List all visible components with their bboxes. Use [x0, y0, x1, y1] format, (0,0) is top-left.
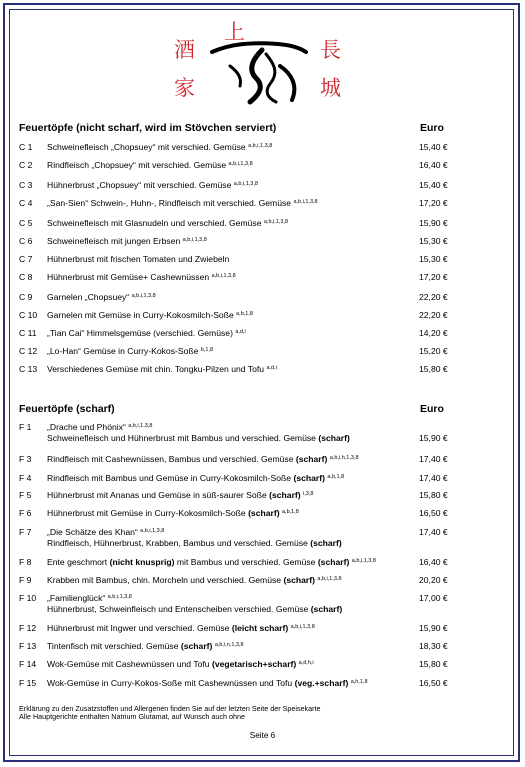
item-description — [47, 433, 407, 444]
item-description — [47, 454, 407, 465]
spice-level: (veg.+scharf) — [294, 678, 349, 688]
item-code: F 15 — [19, 678, 37, 688]
item-price: 14,20 € — [419, 328, 448, 338]
item-price: 17,20 € — [419, 272, 448, 282]
item-text: Hühnerbrust mit frischen Tomaten und Zwiebeln — [47, 254, 230, 264]
allergen-codes: a,b,i,n,1,3,8 — [214, 642, 244, 648]
item-code: C 7 — [19, 254, 33, 264]
item-code: F 10 — [19, 593, 37, 603]
item-price: 15,30 € — [419, 254, 448, 264]
spice-level: (vegetarisch+scharf) — [211, 659, 297, 669]
allergen-codes: a,b,i,1,3,8 — [128, 423, 153, 429]
item-text: Schweinefleisch und Hühnerbrust mit Bambus und verschied. Gemüse — [47, 433, 319, 443]
item-code: C 8 — [19, 272, 33, 282]
spice-level: (scharf) — [310, 538, 342, 548]
item-text: Verschiedenes Gemüse mit chin. Tongku-Pilzen und Tofu — [47, 364, 265, 374]
allergen-codes: a,d,i — [235, 329, 246, 335]
spice-level: (scharf) — [248, 508, 280, 518]
allergen-codes: a,b,i,1,3,8 — [351, 558, 376, 564]
item-price: 15,80 € — [419, 364, 448, 374]
item-description — [47, 218, 407, 229]
item-text: Rindfleisch, Hühnerbrust, Krabben, Bambus und verschied. Gemüse — [47, 538, 311, 548]
item-price: 15,90 € — [419, 433, 448, 443]
allergen-codes: a,b,i,1,3,8 — [293, 199, 318, 205]
item-price: 16,50 € — [419, 678, 448, 688]
item-code: F 8 — [19, 557, 32, 567]
item-code: F 1 — [19, 422, 32, 432]
item-description — [47, 604, 407, 615]
item-text: Ente geschmort — [47, 557, 110, 567]
item-description — [47, 508, 407, 519]
allergen-codes: i,3,8 — [303, 491, 314, 497]
item-code: F 9 — [19, 575, 32, 585]
allergen-codes: a,b,1,8 — [281, 509, 299, 515]
item-name — [47, 593, 407, 604]
item-price: 16,40 € — [419, 557, 448, 567]
spice-level: (scharf) — [180, 641, 213, 651]
item-name — [47, 527, 407, 538]
item-text: Krabben mit Bambus, chin. Morcheln und verschied. Gemüse — [47, 575, 284, 585]
allergen-codes: a,b,i,1,3,8 — [233, 181, 258, 187]
item-description — [47, 678, 407, 689]
item-description — [47, 254, 407, 265]
item-text: „Lo-Han“ Gemüse in Curry-Kokos-Soße — [47, 346, 199, 356]
item-description — [47, 180, 407, 191]
logo-char-cheng: 城 — [320, 76, 341, 100]
item-price: 22,20 € — [419, 292, 448, 302]
item-text: Schweinefleisch mit Glasnudeln und verschied. Gemüse — [47, 218, 262, 228]
item-text: Wok-Gemüse mit Cashewnüssen und Tofu — [47, 659, 212, 669]
item-text: Hühnerbrust mit Gemüse in Curry-Kokosmilch-Soße — [47, 508, 249, 518]
item-price: 15,90 € — [419, 218, 448, 228]
allergen-codes: a,b,i,h,1,3,8 — [329, 455, 359, 461]
item-text: Hühnerbrust mit Gemüse+ Cashewnüssen — [47, 272, 210, 282]
logo-char-chang: 長 — [320, 38, 341, 62]
item-code: F 13 — [19, 641, 37, 651]
allergen-codes: a,b,1,8 — [236, 311, 253, 317]
spice-level: (scharf) — [317, 557, 350, 567]
section-title-feuertoepfe-scharf: Feuertöpfe (scharf) — [19, 403, 115, 415]
item-code: F 5 — [19, 490, 32, 500]
allergen-codes: a,b,i,1,3,8 — [290, 624, 315, 630]
item-text: Hühnerbrust mit Ananas und Gemüse in süß-saurer Soße — [47, 490, 270, 500]
euro-header-section1: Euro — [420, 122, 444, 134]
item-text: Tintenfisch mit verschied. Gemüse — [47, 641, 181, 651]
restaurant-logo — [160, 14, 360, 106]
logo-char-jia: 家 — [174, 76, 195, 100]
item-code: C 11 — [19, 328, 37, 338]
item-description — [47, 160, 407, 171]
spice-level: (scharf) — [310, 604, 343, 614]
item-text: Rindfleisch mit Cashewnüssen, Bambus und verschied. Gemüse — [47, 454, 296, 464]
item-code: C 4 — [19, 198, 33, 208]
item-description — [47, 575, 407, 586]
item-price: 15,40 € — [419, 142, 448, 152]
item-price: 18,30 € — [419, 641, 448, 651]
item-code: F 4 — [19, 473, 32, 483]
item-price: 17,40 € — [419, 473, 448, 483]
spice-level: (scharf) — [318, 433, 350, 443]
allergen-codes: a,b,i,1,3,8 — [248, 143, 273, 149]
item-text: Garnelen „Chopsuey“ — [47, 292, 130, 302]
item-description — [47, 346, 407, 357]
item-text: Schweinefleisch mit jungen Erbsen — [47, 236, 181, 246]
item-price: 15,80 € — [419, 490, 448, 500]
allergen-codes: a,b,1,8 — [327, 474, 345, 480]
logo-char-jiu: 酒 — [174, 38, 195, 62]
allergen-codes: a,h,1,8 — [350, 679, 368, 685]
spice-level: (scharf) — [293, 473, 325, 483]
allergen-codes: a,b,i,1,3,8 — [131, 293, 156, 299]
item-price: 22,20 € — [419, 310, 448, 320]
preparation-note: (nicht knusprig) — [109, 557, 175, 567]
item-price: 17,40 € — [419, 454, 448, 464]
item-description — [47, 538, 407, 549]
item-price: 15,20 € — [419, 346, 448, 356]
item-text: Hühnerbrust, Schweinfleisch und Entenscheiben verschied. Gemüse — [47, 604, 311, 614]
item-text: Schweinefleisch „Chopsuey“ mit verschied. Gemüse — [47, 142, 246, 152]
spice-level: (scharf) — [295, 454, 328, 464]
allergen-codes: b,1,8 — [200, 347, 214, 353]
item-code: F 3 — [19, 454, 32, 464]
allergen-codes: a,b,i,1,3,8 — [107, 594, 132, 600]
item-description — [47, 473, 407, 484]
item-price: 15,30 € — [419, 236, 448, 246]
item-text: „Tian Cai“ Himmelsgemüse (verschied. Gemüse) — [47, 328, 233, 338]
item-code: C 13 — [19, 364, 38, 374]
item-description — [47, 198, 407, 209]
item-price: 15,90 € — [419, 623, 448, 633]
item-text: Wok-Gemüse in Curry-Kokos-Soße mit Cashewnüssen und Tofu — [47, 678, 295, 688]
item-description — [47, 557, 407, 568]
logo-char-shang: 上 — [224, 20, 245, 44]
item-price: 16,40 € — [419, 160, 448, 170]
allergen-codes: a,b,i,1,3,8 — [317, 576, 342, 582]
item-price: 16,50 € — [419, 508, 448, 518]
item-description — [47, 272, 407, 283]
item-text: „San-Sien“ Schwein-, Huhn-, Rindfleisch mit verschied. Gemüse — [47, 198, 292, 208]
page-number: Seite 6 — [249, 731, 276, 740]
item-code: F 7 — [19, 527, 32, 537]
item-name — [47, 422, 407, 433]
item-description — [47, 659, 407, 670]
item-price: 17,00 € — [419, 593, 448, 603]
item-description — [47, 623, 407, 634]
item-price: 17,20 € — [419, 198, 448, 208]
item-description — [47, 490, 407, 501]
item-text: Garnelen mit Gemüse in Curry-Kokosmilch-Soße — [47, 310, 234, 320]
spice-level: (scharf) — [283, 575, 315, 585]
item-code: C 2 — [19, 160, 33, 170]
item-code: C 1 — [19, 142, 33, 152]
section-title-feuertoepfe-nicht-scharf: Feuertöpfe (nicht scharf, wird im Stövchen serviert) — [19, 122, 277, 134]
allergen-codes: a,d,h,i — [298, 660, 314, 666]
item-price: 17,40 € — [419, 527, 448, 537]
item-title: „Familienglück“ — [47, 593, 106, 603]
item-text: Rindfleisch „Chopsuey“ mit verschied. Gemüse — [47, 160, 227, 170]
spice-level: (leicht scharf) — [231, 623, 289, 633]
item-code: F 6 — [19, 508, 32, 518]
item-price: 15,80 € — [419, 659, 448, 669]
item-text-cont: mit Bambus und verschied. Gemüse — [174, 557, 318, 567]
item-code: C 12 — [19, 346, 38, 356]
glutamat-note: Alle Hauptgerichte enthalten Natrium Glutamat, auf Wunsch auch ohne — [19, 712, 246, 721]
allergen-codes: a,b,i,1,3,8 — [140, 528, 165, 534]
allergen-codes: a,b,i,1,3,8 — [182, 237, 207, 243]
item-description — [47, 364, 407, 375]
item-description — [47, 142, 407, 153]
item-code: F 12 — [19, 623, 37, 633]
allergen-codes: a,d,i — [266, 365, 277, 371]
item-title: „Drache und Phönix“ — [47, 422, 126, 432]
item-code: C 3 — [19, 180, 33, 190]
item-description — [47, 310, 407, 321]
item-code: C 5 — [19, 218, 33, 228]
item-price: 20,20 € — [419, 575, 448, 585]
spice-level: (scharf) — [269, 490, 301, 500]
allergen-codes: a,b,i,1,3,8 — [263, 219, 289, 225]
allergen-codes: a,b,i,1,3,8 — [211, 273, 236, 279]
item-code: F 14 — [19, 659, 37, 669]
item-code: C 10 — [19, 310, 38, 320]
item-code: C 6 — [19, 236, 33, 246]
item-title: „Die Schätze des Khan“ — [47, 527, 138, 537]
item-text: Rindfleisch mit Bambus und Gemüse in Curry-Kokosmilch-Soße — [47, 473, 294, 483]
item-text: Hühnerbrust mit Ingwer und verschied. Gemüse — [47, 623, 232, 633]
great-wall-brush-icon — [160, 14, 360, 106]
item-price: 15,40 € — [419, 180, 448, 190]
allergen-note: Erklärung zu den Zusatzstoffen und Allergenen finden Sie auf der letzten Seite der Speisekarte — [19, 704, 321, 713]
item-description — [47, 641, 407, 652]
item-code: C 9 — [19, 292, 33, 302]
item-text: Hühnerbrust „Chopsuey“ mit verschied. Gemüse — [47, 180, 232, 190]
allergen-codes: a,b,i,1,3,8 — [228, 161, 253, 167]
item-description — [47, 328, 407, 339]
item-description — [47, 236, 407, 247]
item-description — [47, 292, 407, 303]
euro-header-section2: Euro — [420, 403, 444, 415]
